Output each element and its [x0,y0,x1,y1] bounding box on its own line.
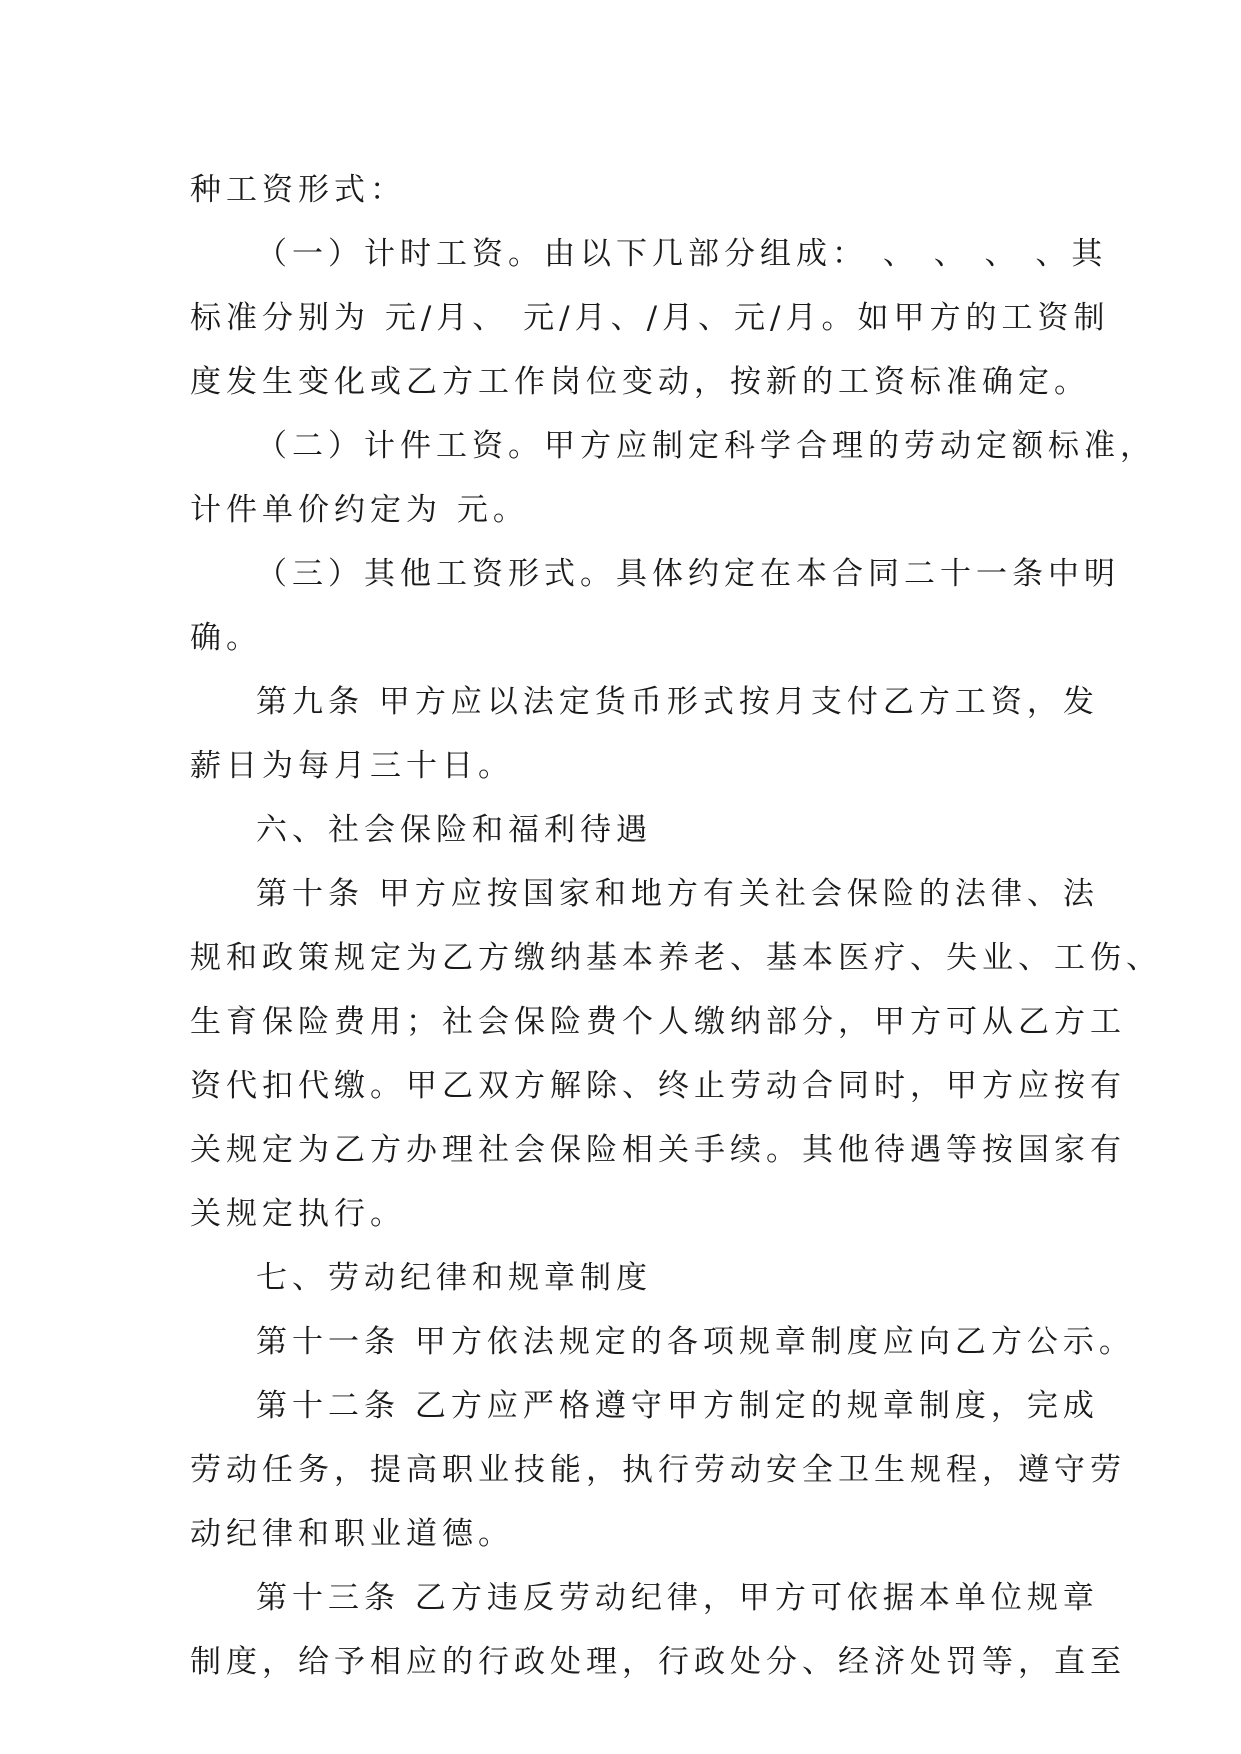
text-line: 动纪律和职业道德。 [190,1516,514,1552]
text-line: 第十二条 乙方应严格遵守甲方制定的规章制度，完成 [256,1388,1099,1424]
text-line: （二）计件工资。甲方应制定科学合理的劳动定额标准， [256,428,1156,464]
text-line: 制度，给予相应的行政处理，行政处分、经济处罚等，直至 [190,1644,1126,1680]
text-line: 关规定为乙方办理社会保险相关手续。其他待遇等按国家有 [190,1132,1126,1168]
text-line: 种工资形式： [190,172,406,208]
text-line: 资代扣代缴。甲乙双方解除、终止劳动合同时，甲方应按有 [190,1068,1126,1104]
text-line: 关规定执行。 [190,1196,406,1232]
text-line: 第十三条 乙方违反劳动纪律，甲方可依据本单位规章 [256,1580,1099,1616]
text-line: 确。 [190,620,262,656]
text-line: 第十一条 甲方依法规定的各项规章制度应向乙方公示。 [256,1324,1135,1360]
text-line: （一）计时工资。由以下几部分组成： 、 、 、 、其 [256,236,1108,272]
text-line: 生育保险费用；社会保险费个人缴纳部分，甲方可从乙方工 [190,1004,1126,1040]
text-line: 劳动任务，提高职业技能，执行劳动安全卫生规程，遵守劳 [190,1452,1126,1488]
text-line: 薪日为每月三十日。 [190,748,514,784]
text-line: （三）其他工资形式。具体约定在本合同二十一条中明 [256,556,1120,592]
document-body [190,158,1162,1694]
text-line: 度发生变化或乙方工作岗位变动，按新的工资标准确定。 [190,364,1090,400]
text-line: 计件单价约定为 元。 [190,492,529,528]
text-line: 标准分别为 元/月、 元/月、/月、元/月。如甲方的工资制 [190,300,1110,336]
section-heading: 六、社会保险和福利待遇 [256,812,652,848]
text-line: 第十条 甲方应按国家和地方有关社会保险的法律、法 [256,876,1099,912]
text-line: 规和政策规定为乙方缴纳基本养老、基本医疗、失业、工伤、 [190,940,1162,976]
section-heading: 七、劳动纪律和规章制度 [256,1260,652,1296]
text-line: 第九条 甲方应以法定货币形式按月支付乙方工资，发 [256,684,1099,720]
